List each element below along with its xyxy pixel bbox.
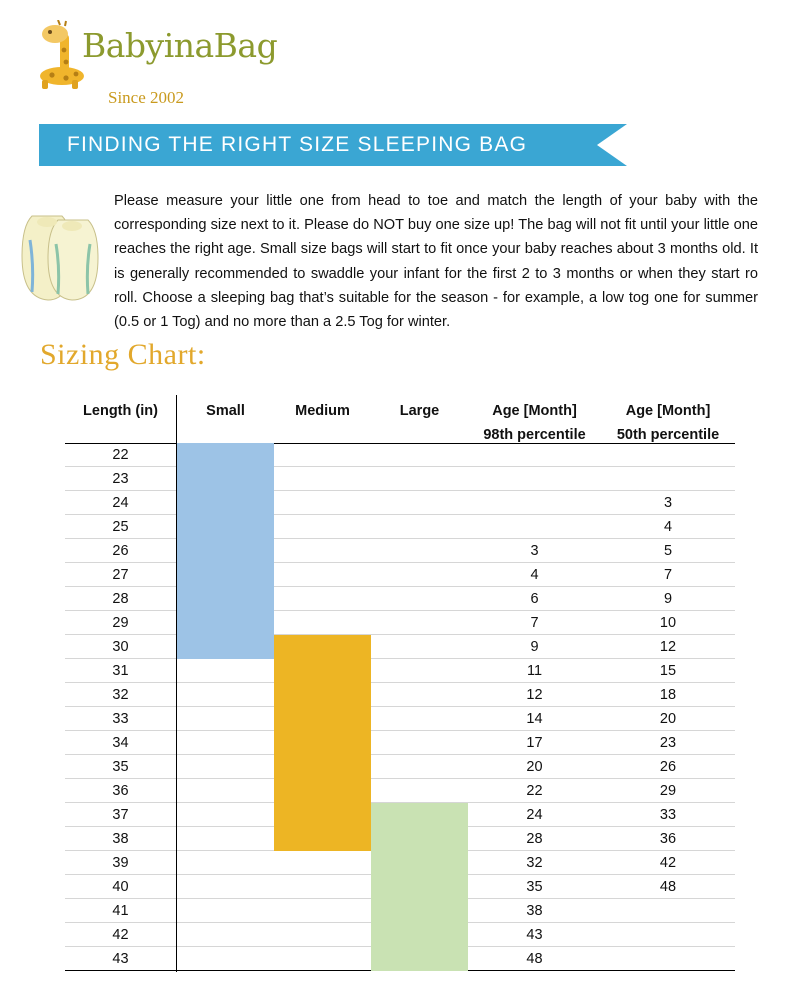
table-row [65,467,735,491]
length-cell: 28 [112,591,129,607]
age-50th-cell [601,899,735,922]
table-row [65,899,735,923]
size-fill-medium [274,635,371,659]
size-fill-large [371,923,468,947]
age-50th-cell: 15 [659,663,677,679]
banner-title: FINDING THE RIGHT SIZE SLEEPING BAG [67,133,528,156]
header-length: Length (in) [83,403,158,419]
table-row [65,659,735,683]
table-row [65,587,735,611]
header-age-98th-line2: 98th percentile [483,427,586,443]
age-50th-cell: 23 [659,735,677,751]
size-fill-large [371,827,468,851]
age-50th-cell [601,443,735,466]
table-row [65,515,735,539]
size-fill-large [371,899,468,923]
age-50th-cell: 29 [659,783,677,799]
age-98th-cell: 24 [526,807,543,823]
age-50th-cell: 26 [659,759,677,775]
table-row [65,755,735,779]
table-row [65,851,735,875]
table-row [65,707,735,731]
header-age-98th-line1: Age [Month] [492,403,577,419]
length-cell: 29 [112,615,129,631]
length-cell: 42 [112,927,129,943]
length-cell: 27 [112,567,129,583]
table-row [65,779,735,803]
header-medium: Medium [295,403,350,419]
table-row [65,803,735,827]
age-98th-cell: 38 [526,903,543,919]
age-50th-cell: 5 [663,543,673,559]
size-fill-medium [274,755,371,779]
age-50th-cell: 42 [659,855,677,871]
sizing-chart-title: Sizing Chart: [40,338,206,371]
size-fill-small [177,587,274,611]
title-banner [39,124,629,166]
age-98th-cell [468,515,601,538]
table-row [65,875,735,899]
age-98th-cell: 14 [526,711,543,727]
table-row [65,947,735,971]
age-98th-cell: 6 [530,591,539,607]
size-fill-small [177,539,274,563]
size-fill-medium [274,683,371,707]
age-50th-cell: 20 [659,711,677,727]
length-cell: 26 [112,543,129,559]
age-98th-cell: 35 [526,879,543,895]
age-98th-cell: 12 [526,687,543,703]
age-98th-cell [468,491,601,514]
sleeping-bag-image [14,206,106,306]
size-fill-small [177,611,274,635]
header-age-50th-line1: Age [Month] [625,403,711,419]
length-cell: 23 [112,471,129,487]
header-age-98th [468,399,601,447]
table-row [65,683,735,707]
header-age-50th-line2: 50th percentile [616,427,720,443]
age-98th-cell: 9 [530,639,539,655]
length-cell: 37 [112,807,129,823]
size-fill-medium [274,827,371,851]
age-98th-cell: 22 [526,783,543,799]
logo [36,20,276,112]
age-98th-cell: 20 [526,759,543,775]
size-fill-medium [274,659,371,683]
length-cell: 39 [112,855,129,871]
age-98th-cell: 7 [530,615,539,631]
brand-tagline: Since 2002 [108,88,185,107]
age-98th-cell: 11 [526,663,543,679]
size-fill-large [371,947,468,971]
age-50th-cell [601,467,735,490]
table-row [65,923,735,947]
length-cell: 38 [112,831,129,847]
header-large: Large [399,403,440,419]
table-row [65,731,735,755]
size-fill-medium [274,779,371,803]
table-row [65,539,735,563]
age-98th-cell: 17 [526,735,543,751]
length-cell: 30 [112,639,129,655]
sizing-table [65,395,735,972]
table-row [65,443,735,467]
header-age-50th [601,399,735,447]
size-fill-small [177,563,274,587]
intro-paragraph: Please measure your little one from head to toe and match the length of your baby with the corresponding size next to it. Please do NOT buy one size up! The bag will not fit until your little one reaches the right age. Small size bags will start to fit once your baby reaches about 3 months old. It is generally recommended to swaddle your infant for the first 2 to 3 months or when they start ro roll. Choose a sleeping bag that’s suitable for the season - for example, a low tog one for summer (0.5 or 1 Tog) and no more than a 2.5 Tog for winter. [114,193,758,331]
age-50th-cell: 36 [659,831,677,847]
table-row [65,563,735,587]
age-50th-cell: 10 [659,615,677,631]
age-50th-cell [601,947,735,970]
age-98th-cell: 3 [530,543,539,559]
age-50th-cell: 9 [663,591,673,607]
size-fill-medium [274,707,371,731]
size-fill-large [371,803,468,827]
length-cell: 36 [112,783,129,799]
size-fill-small [177,467,274,491]
brand-name: BabyinaBag [82,26,278,65]
header-small: Small [206,403,245,419]
size-fill-large [371,875,468,899]
age-98th-cell: 32 [526,855,543,871]
age-50th-cell: 3 [663,495,673,511]
length-cell: 22 [112,447,129,463]
age-98th-cell: 28 [526,831,543,847]
age-50th-cell: 12 [659,639,677,655]
age-98th-cell: 43 [526,927,543,943]
age-50th-cell: 33 [659,807,677,823]
age-98th-cell: 4 [530,567,539,583]
age-50th-cell: 7 [663,567,673,583]
age-98th-cell [468,467,601,490]
size-fill-small [177,635,274,659]
age-50th-cell: 48 [659,879,677,895]
size-fill-small [177,491,274,515]
size-fill-small [177,515,274,539]
size-fill-small [177,443,274,467]
age-50th-cell [601,923,735,946]
table-row [65,635,735,659]
table-row [65,491,735,515]
size-fill-medium [274,803,371,827]
age-98th-cell: 48 [526,951,543,967]
length-cell: 40 [112,879,129,895]
table-row [65,611,735,635]
age-98th-cell [468,443,601,466]
length-cell: 32 [112,687,129,703]
length-cell: 24 [112,495,129,511]
length-cell: 35 [112,759,129,775]
length-cell: 25 [112,519,129,535]
length-cell: 41 [112,903,129,919]
table-body [65,443,735,971]
length-cell: 33 [112,711,129,727]
table-row [65,827,735,851]
age-50th-cell: 4 [663,519,673,535]
length-cell: 34 [112,735,129,751]
size-fill-large [371,851,468,875]
column-divider [176,395,177,972]
length-cell: 43 [112,951,129,967]
size-fill-medium [274,731,371,755]
age-50th-cell: 18 [659,687,677,703]
length-cell: 31 [112,663,129,679]
